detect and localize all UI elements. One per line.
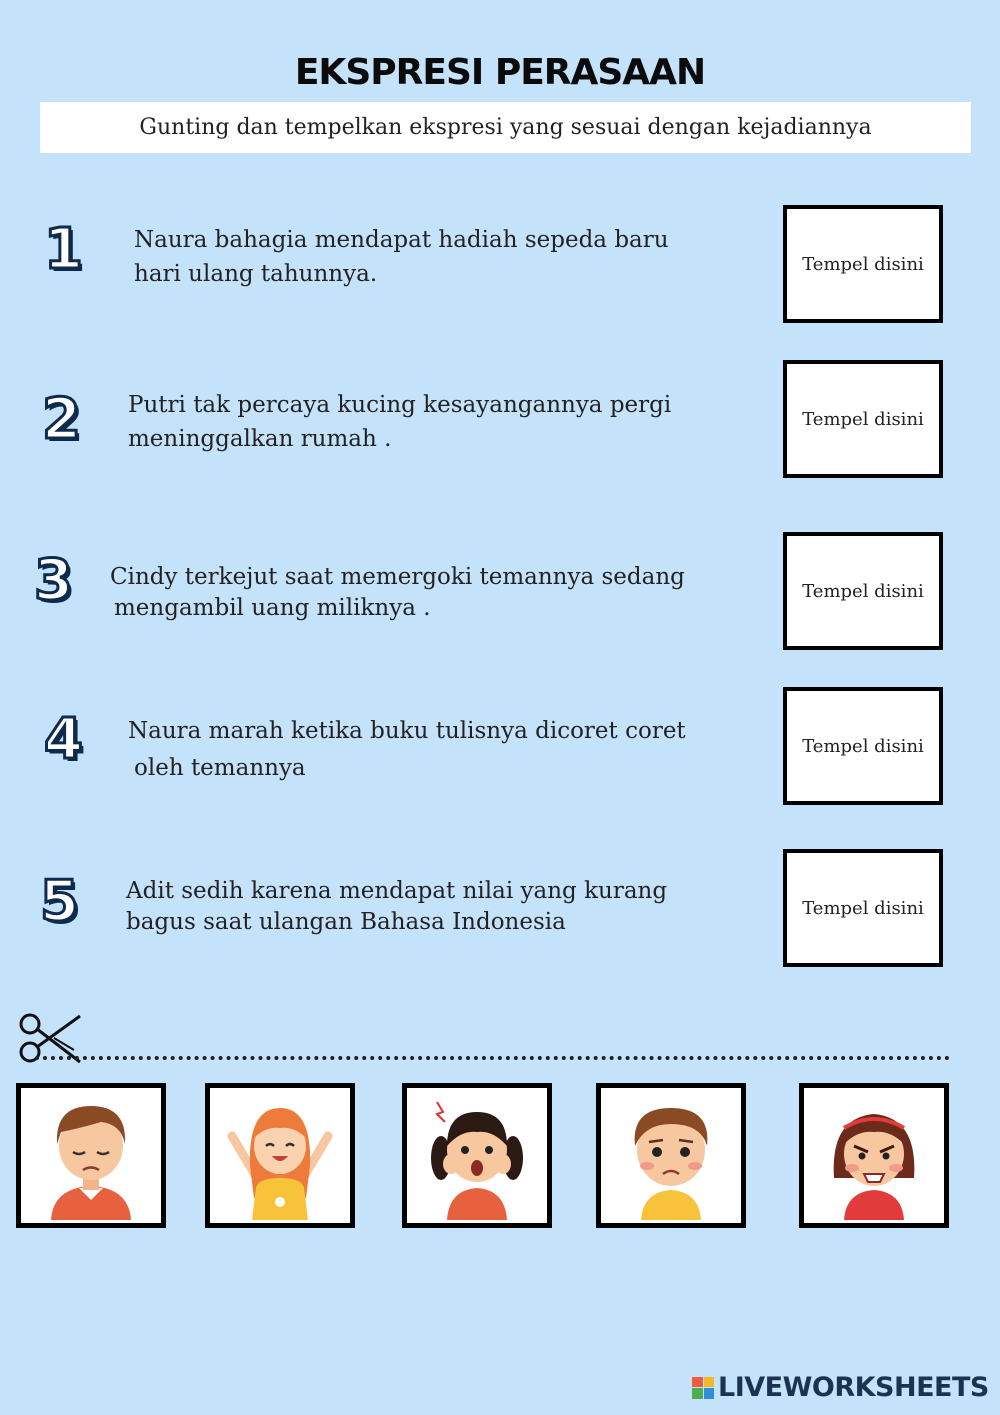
scissors-icon [14, 1010, 84, 1070]
item-5-line-2: bagus saat ulangan Bahasa Indonesia [126, 909, 566, 935]
item-statement-4 [128, 713, 686, 787]
angry-girl-icon [804, 1088, 944, 1223]
drop-box-label: Tempel disini [802, 735, 924, 757]
liveworksheets-brand [692, 1372, 989, 1403]
logo-square [692, 1388, 703, 1399]
drop-box-3[interactable] [783, 532, 943, 650]
sticker-card-happy-girl[interactable] [205, 1083, 355, 1228]
item-3-line-2: mengambil uang miliknya . [114, 595, 431, 621]
logo-square [692, 1377, 703, 1388]
logo-square [704, 1377, 715, 1388]
drop-box-4[interactable] [783, 687, 943, 805]
item-5-line-1: Adit sedih karena mendapat nilai yang kurang [126, 878, 668, 904]
instruction-banner: Gunting dan tempelkan ekspresi yang sesuai dengan kejadiannya [40, 102, 971, 153]
item-statement-5 [126, 876, 667, 938]
sticker-card-angry-girl[interactable] [799, 1083, 949, 1228]
sticker-card-shocked-girl[interactable] [402, 1083, 552, 1228]
sticker-card-sad-boy[interactable] [16, 1083, 166, 1228]
drop-box-label: Tempel disini [802, 253, 924, 275]
cut-line [35, 1056, 950, 1060]
item-number-1: 1 [44, 217, 83, 282]
item-2-line-2: meninggalkan rumah . [128, 426, 392, 452]
item-4-line-1: Naura marah ketika buku tulisnya dicoret coret [128, 718, 686, 744]
item-1-line-1: Naura bahagia mendapat hadiah sepeda baru [134, 227, 669, 253]
item-1-line-2: hari ulang tahunnya. [134, 261, 378, 287]
item-2-line-1: Putri tak percaya kucing kesayangannya pergi [128, 392, 672, 418]
item-number-4: 4 [44, 707, 83, 772]
item-statement-1 [134, 223, 669, 291]
item-number-2: 2 [42, 387, 81, 452]
item-statement-2 [128, 388, 671, 456]
brand-name: LIVEWORKSHEETS [718, 1372, 989, 1403]
worried-boy-icon [601, 1088, 741, 1223]
item-4-line-2: oleh temannya [134, 755, 306, 781]
item-number-3: 3 [34, 548, 73, 613]
drop-box-label: Tempel disini [802, 897, 924, 919]
item-3-line-1: Cindy terkejut saat memergoki temannya sedang [110, 564, 685, 590]
page-title: EKSPRESI PERASAAN [294, 52, 706, 93]
happy-girl-arms-up-icon [210, 1088, 350, 1223]
shocked-girl-icon [407, 1088, 547, 1223]
drop-box-2[interactable] [783, 360, 943, 478]
drop-box-label: Tempel disini [802, 580, 924, 602]
item-number-5: 5 [40, 869, 79, 934]
drop-box-label: Tempel disini [802, 408, 924, 430]
sad-boy-eyes-closed-icon [21, 1088, 161, 1223]
drop-box-5[interactable] [783, 849, 943, 967]
item-statement-3 [110, 562, 685, 624]
logo-square [704, 1388, 715, 1399]
liveworksheets-logo-icon [692, 1377, 714, 1399]
sticker-card-worried-boy[interactable] [596, 1083, 746, 1228]
drop-box-1[interactable] [783, 205, 943, 323]
